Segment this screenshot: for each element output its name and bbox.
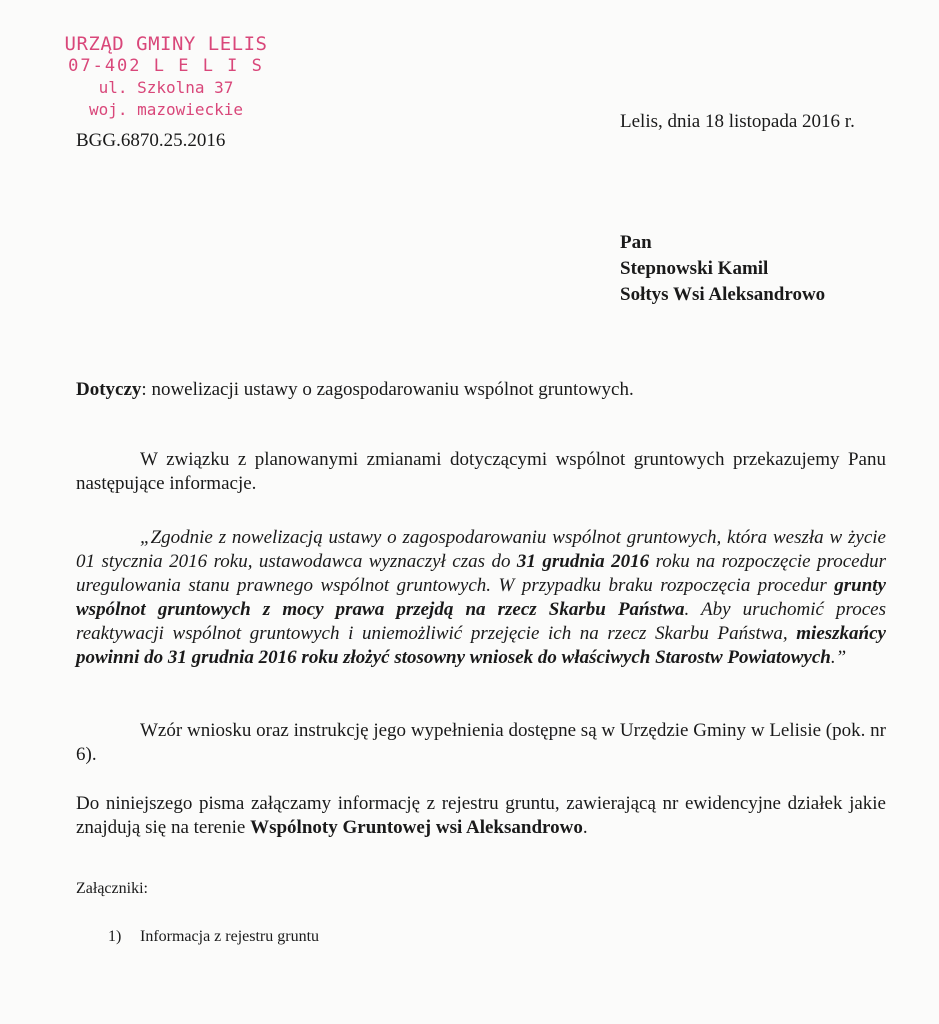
quote-paragraph bbox=[76, 526, 886, 670]
subject-line bbox=[76, 379, 634, 401]
quote-text-4: .” bbox=[830, 647, 847, 668]
subject-label: Dotyczy bbox=[76, 379, 142, 400]
addressee-block bbox=[620, 230, 825, 308]
quote-text-2: roku na rozpoczęcie procedur uregulowania stanu prawnego wspólnot gruntowych. W przypadku braku rozpoczęcia procedur bbox=[76, 551, 887, 596]
attachments-label: Załączniki: bbox=[76, 880, 148, 897]
attachment-info-text-2: . bbox=[582, 817, 588, 838]
addressee-title: Sołtys Wsi Aleksandrowo bbox=[620, 284, 826, 305]
attachment-item-text: Informacja z rejestru gruntu bbox=[140, 928, 320, 945]
intro-paragraph: W związku z planowanymi zmianami dotyczącymi wspólnot gruntowych przekazujemy Panu następujące informacje. bbox=[76, 449, 886, 494]
addressee-name: Stepnowski Kamil bbox=[620, 258, 769, 279]
attachment-item-number: 1) bbox=[108, 928, 122, 945]
stamp-voivodeship: woj. mazowieckie bbox=[88, 100, 244, 119]
quote-bold-action: mieszkańcy powinni do 31 grudnia 2016 roku złożyć stosowny wniosek do właściwych Starostw Powiatowych bbox=[76, 623, 886, 668]
attachment-info-bold: Wspólnoty Gruntowej wsi Aleksandrowo bbox=[250, 817, 583, 838]
subject-text: : nowelizacji ustawy o zagospodarowaniu wspólnot gruntowych. bbox=[141, 379, 634, 400]
stamp-postal-code: 07-402 L E L I S bbox=[68, 56, 264, 76]
office-stamp bbox=[46, 33, 286, 121]
quote-text-1: „Zgodnie z nowelizacją ustawy o zagospodarowaniu wspólnot gruntowych, która weszła w życie 01 stycznia 2016 roku, ustawodawca wyznaczył czas do bbox=[76, 527, 886, 572]
document-date: Lelis, dnia 18 listopada 2016 r. bbox=[620, 111, 855, 132]
template-info-paragraph: Wzór wniosku oraz instrukcję jego wypełnienia dostępne są w Urzędzie Gminy w Lelisie (pok. nr 6). bbox=[76, 720, 886, 765]
stamp-office-name: URZĄD GMINY LELIS bbox=[64, 33, 268, 55]
addressee-salutation: Pan bbox=[620, 232, 652, 253]
quote-bold-deadline: 31 grudnia 2016 bbox=[516, 551, 650, 572]
attachment-info-paragraph bbox=[76, 792, 886, 840]
quote-bold-consequence: grunty wspólnot gruntowych z mocy prawa przejdą na rzecz Skarbu Państwa bbox=[76, 575, 886, 620]
attachment-info-text-1: Do niniejszego pisma załączamy informację z rejestru gruntu, zawierającą nr ewidencyjne działek jakie znajdują się na terenie bbox=[76, 793, 886, 838]
quote-text-3: . Aby uruchomić proces reaktywacji wspólnot gruntowych i uniemożliwić przejęcie ich na rzecz Skarbu Państwa, bbox=[76, 599, 887, 644]
stamp-street: ul. Szkolna 37 bbox=[98, 78, 234, 97]
attachment-item bbox=[108, 928, 319, 946]
document-reference: BGG.6870.25.2016 bbox=[76, 130, 226, 151]
